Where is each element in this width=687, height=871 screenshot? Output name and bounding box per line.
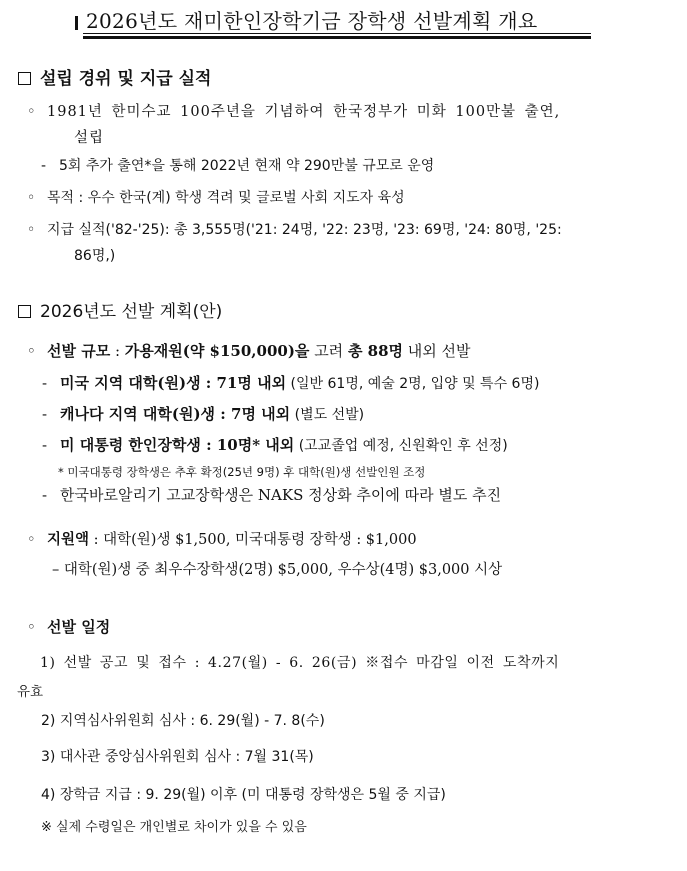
scale-total: 총 88명 — [347, 342, 404, 360]
history-item-founding — [27, 100, 560, 121]
section-heading-history — [18, 64, 211, 89]
history-item-additional-funding — [41, 155, 434, 175]
scale-budget: 가용재원(약 $150,000)을 — [124, 342, 310, 360]
schedule-step-1-cont: 유효 — [17, 684, 44, 700]
dash-bullet-icon: - — [41, 158, 47, 174]
plan-amount — [27, 528, 417, 549]
naks-text: 한국바로알리기 고교장학생은 NAKS 정상화 추이에 따라 별도 추진 — [60, 486, 502, 504]
section-heading-text: 2026년도 선발 계획(안) — [40, 302, 223, 322]
dash-bullet-icon: - — [42, 486, 48, 504]
schedule-step-2: 2) 지역심사위원회 심사 : 6. 29(월) - 7. 8(수) — [41, 713, 325, 729]
scale-suffix: 내외 선발 — [403, 342, 471, 360]
dash-bullet-icon: - — [42, 436, 48, 454]
amount-text: : 대학(원)생 $1,500, 미국대통령 장학생 : $1,000 — [89, 532, 417, 548]
us-university-breakdown: (일반 61명, 예술 2명, 입양 및 특수 6명) — [286, 376, 540, 392]
circle-bullet-icon: ◦ — [27, 618, 36, 636]
document-title: 2026년도 재미한인장학기금 장학생 선발계획 개요 — [86, 9, 538, 33]
scale-label: 선발 규모 — [47, 342, 111, 360]
canada-university-note: (별도 선발) — [290, 407, 365, 423]
results-text: 지급 실적('82-'25): 총 3,555명('21: 24명, '22: 23명, '23: 69명, '24: 80명, '25: — [47, 222, 562, 238]
schedule-step-3: 3) 대사관 중앙심사위원회 심사 : 7월 31(목) — [41, 749, 314, 765]
circle-bullet-icon: ◦ — [27, 532, 36, 548]
section-heading-text: 설립 경위 및 지급 실적 — [40, 69, 212, 89]
plan-amount-awards: – 대학(원)생 중 최우수장학생(2명) $5,000, 우수상(4명) $3,000 시상 — [52, 562, 503, 578]
title-underline-thin — [83, 33, 591, 34]
presidential-scholar-note: (고교졸업 예정, 신원확인 후 선정) — [294, 438, 508, 454]
amount-label: 지원액 — [47, 531, 90, 548]
circle-bullet-icon: ◦ — [27, 222, 36, 238]
circle-bullet-icon: ◦ — [27, 104, 37, 120]
scale-separator: : — [110, 342, 125, 360]
section-heading-plan — [18, 297, 222, 322]
checkbox-square-icon — [18, 305, 31, 318]
presidential-scholar-quota: 미 대통령 한인장학생 : 10명* 내외 — [60, 436, 295, 454]
plan-footnote: * 미국대통령 장학생은 추후 확정(25년 9명) 후 대학(원)생 선발인원 조정 — [58, 465, 426, 479]
circle-bullet-icon: ◦ — [27, 190, 36, 206]
dash-bullet-icon: - — [42, 405, 48, 423]
plan-schedule-heading — [27, 616, 110, 637]
plan-presidential-scholar — [42, 434, 508, 455]
plan-scale — [27, 340, 471, 361]
plan-us-university — [42, 372, 539, 393]
history-item-results-cont: 86명,) — [74, 248, 116, 264]
circle-bullet-icon: ◦ — [27, 342, 36, 360]
canada-university-quota: 캐나다 지역 대학(원)생 : 7명 내외 — [60, 405, 291, 423]
schedule-label: 선발 일정 — [47, 618, 111, 636]
additional-funding-text: 5회 추가 출연*을 통해 2022년 현재 약 290만불 규모로 운영 — [59, 158, 435, 174]
dash-bullet-icon: - — [42, 374, 48, 392]
history-item-results — [27, 219, 562, 239]
history-founding-text: 1981년 한미수교 100주년을 기념하여 한국정부가 미화 100만불 출연, — [47, 104, 561, 120]
purpose-text: 목적 : 우수 한국(계) 학생 격려 및 글로벌 사회 지도자 육성 — [47, 190, 405, 206]
schedule-step-4: 4) 장학금 지급 : 9. 29(월) 이후 (미 대통령 장학생은 5월 중 지급) — [41, 787, 446, 803]
checkbox-square-icon — [18, 72, 31, 85]
history-item-founding-cont: 설립 — [74, 130, 105, 146]
plan-naks — [42, 484, 501, 505]
history-item-purpose — [27, 187, 405, 207]
title-marker — [75, 16, 78, 30]
schedule-step-1: 1) 선발 공고 및 접수 : 4.27(월) - 6. 26(금) ※접수 마감일 이전 도착까지 — [40, 655, 560, 671]
us-university-quota: 미국 지역 대학(원)생 : 71명 내외 — [60, 374, 287, 392]
scale-consider: 고려 — [309, 342, 348, 360]
plan-canada-university — [42, 403, 364, 424]
title-underline-thick — [83, 36, 591, 39]
schedule-note: ※ 실제 수령일은 개인별로 차이가 있을 수 있음 — [41, 820, 307, 835]
